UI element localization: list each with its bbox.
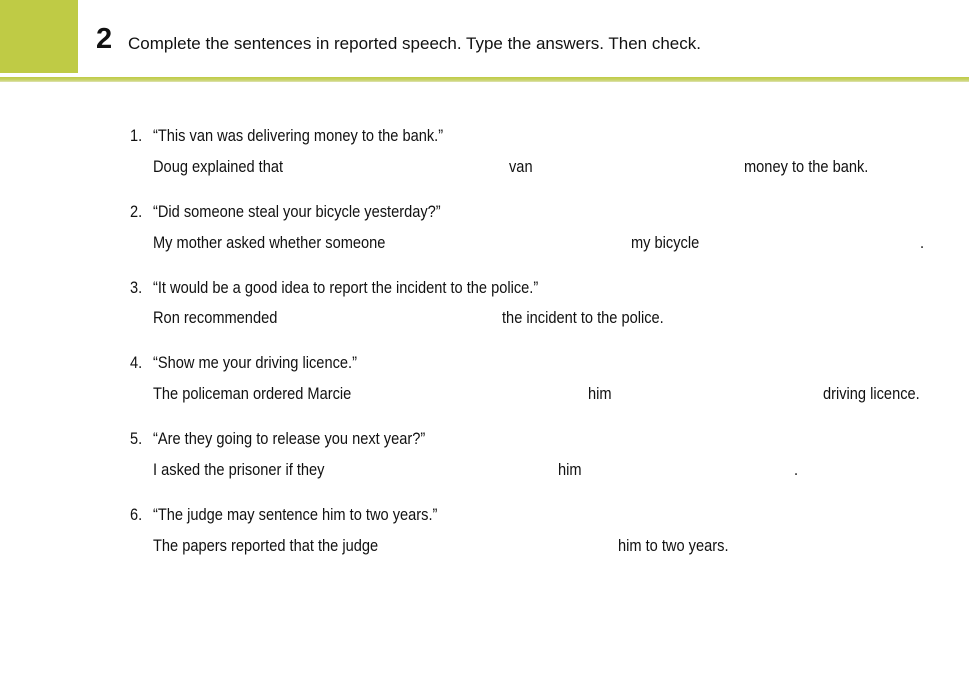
sentence-text: . [920,233,925,252]
answer-input-4b[interactable] [622,382,816,404]
sentence-text: my bicycle [631,233,700,252]
exercise-number: 2 [96,23,113,55]
answer-input-2b[interactable] [720,231,914,253]
sentence-text: him [588,384,612,403]
item-quote: “Did someone steal your bicycle yesterday?” [153,202,441,221]
sentence-text: My mother asked whether someone [153,233,386,252]
sentence-text: van [509,157,533,176]
item-number: 6. [130,505,143,524]
sentence-text: I asked the prisoner if they [153,460,325,479]
sentence-text: him [558,460,582,479]
item-quote: “This van was delivering money to the bank.” [153,126,444,145]
answer-input-4a[interactable] [389,382,581,404]
item-quote: “Are they going to release you next year?” [153,429,426,448]
item-quote: “Show me your driving licence.” [153,353,357,372]
sentence-text: money to the bank. [744,157,869,176]
sentence-text: driving licence. [823,384,920,403]
sentence-text: . [794,460,799,479]
item-quote: “It would be a good idea to report the incident to the police.” [153,278,539,297]
item-quote: “The judge may sentence him to two years.” [153,505,438,524]
sentence-text: the incident to the police. [502,308,664,327]
item-number: 4. [130,353,143,372]
sentence-text: Ron recommended [153,308,278,327]
sentence-text: The papers reported that the judge [153,536,379,555]
sentence-text: him to two years. [618,536,729,555]
sentence-text: Doug explained that [153,157,284,176]
answer-input-2a[interactable] [432,231,622,253]
item-number: 5. [130,429,143,448]
answer-input-5a[interactable] [358,458,550,480]
exercise-instruction: Complete the sentences in reported speech. Type the answers. Then check. [128,34,701,53]
answer-input-1b[interactable] [544,155,736,177]
item-number: 1. [130,126,143,145]
sentence-text: The policeman ordered Marcie [153,384,352,403]
item-number: 3. [130,278,143,297]
answer-input-6a[interactable] [418,534,610,556]
answer-input-3a[interactable] [302,306,494,328]
answer-input-5b[interactable] [594,458,788,480]
answer-input-1a[interactable] [310,155,500,177]
item-number: 2. [130,202,143,221]
